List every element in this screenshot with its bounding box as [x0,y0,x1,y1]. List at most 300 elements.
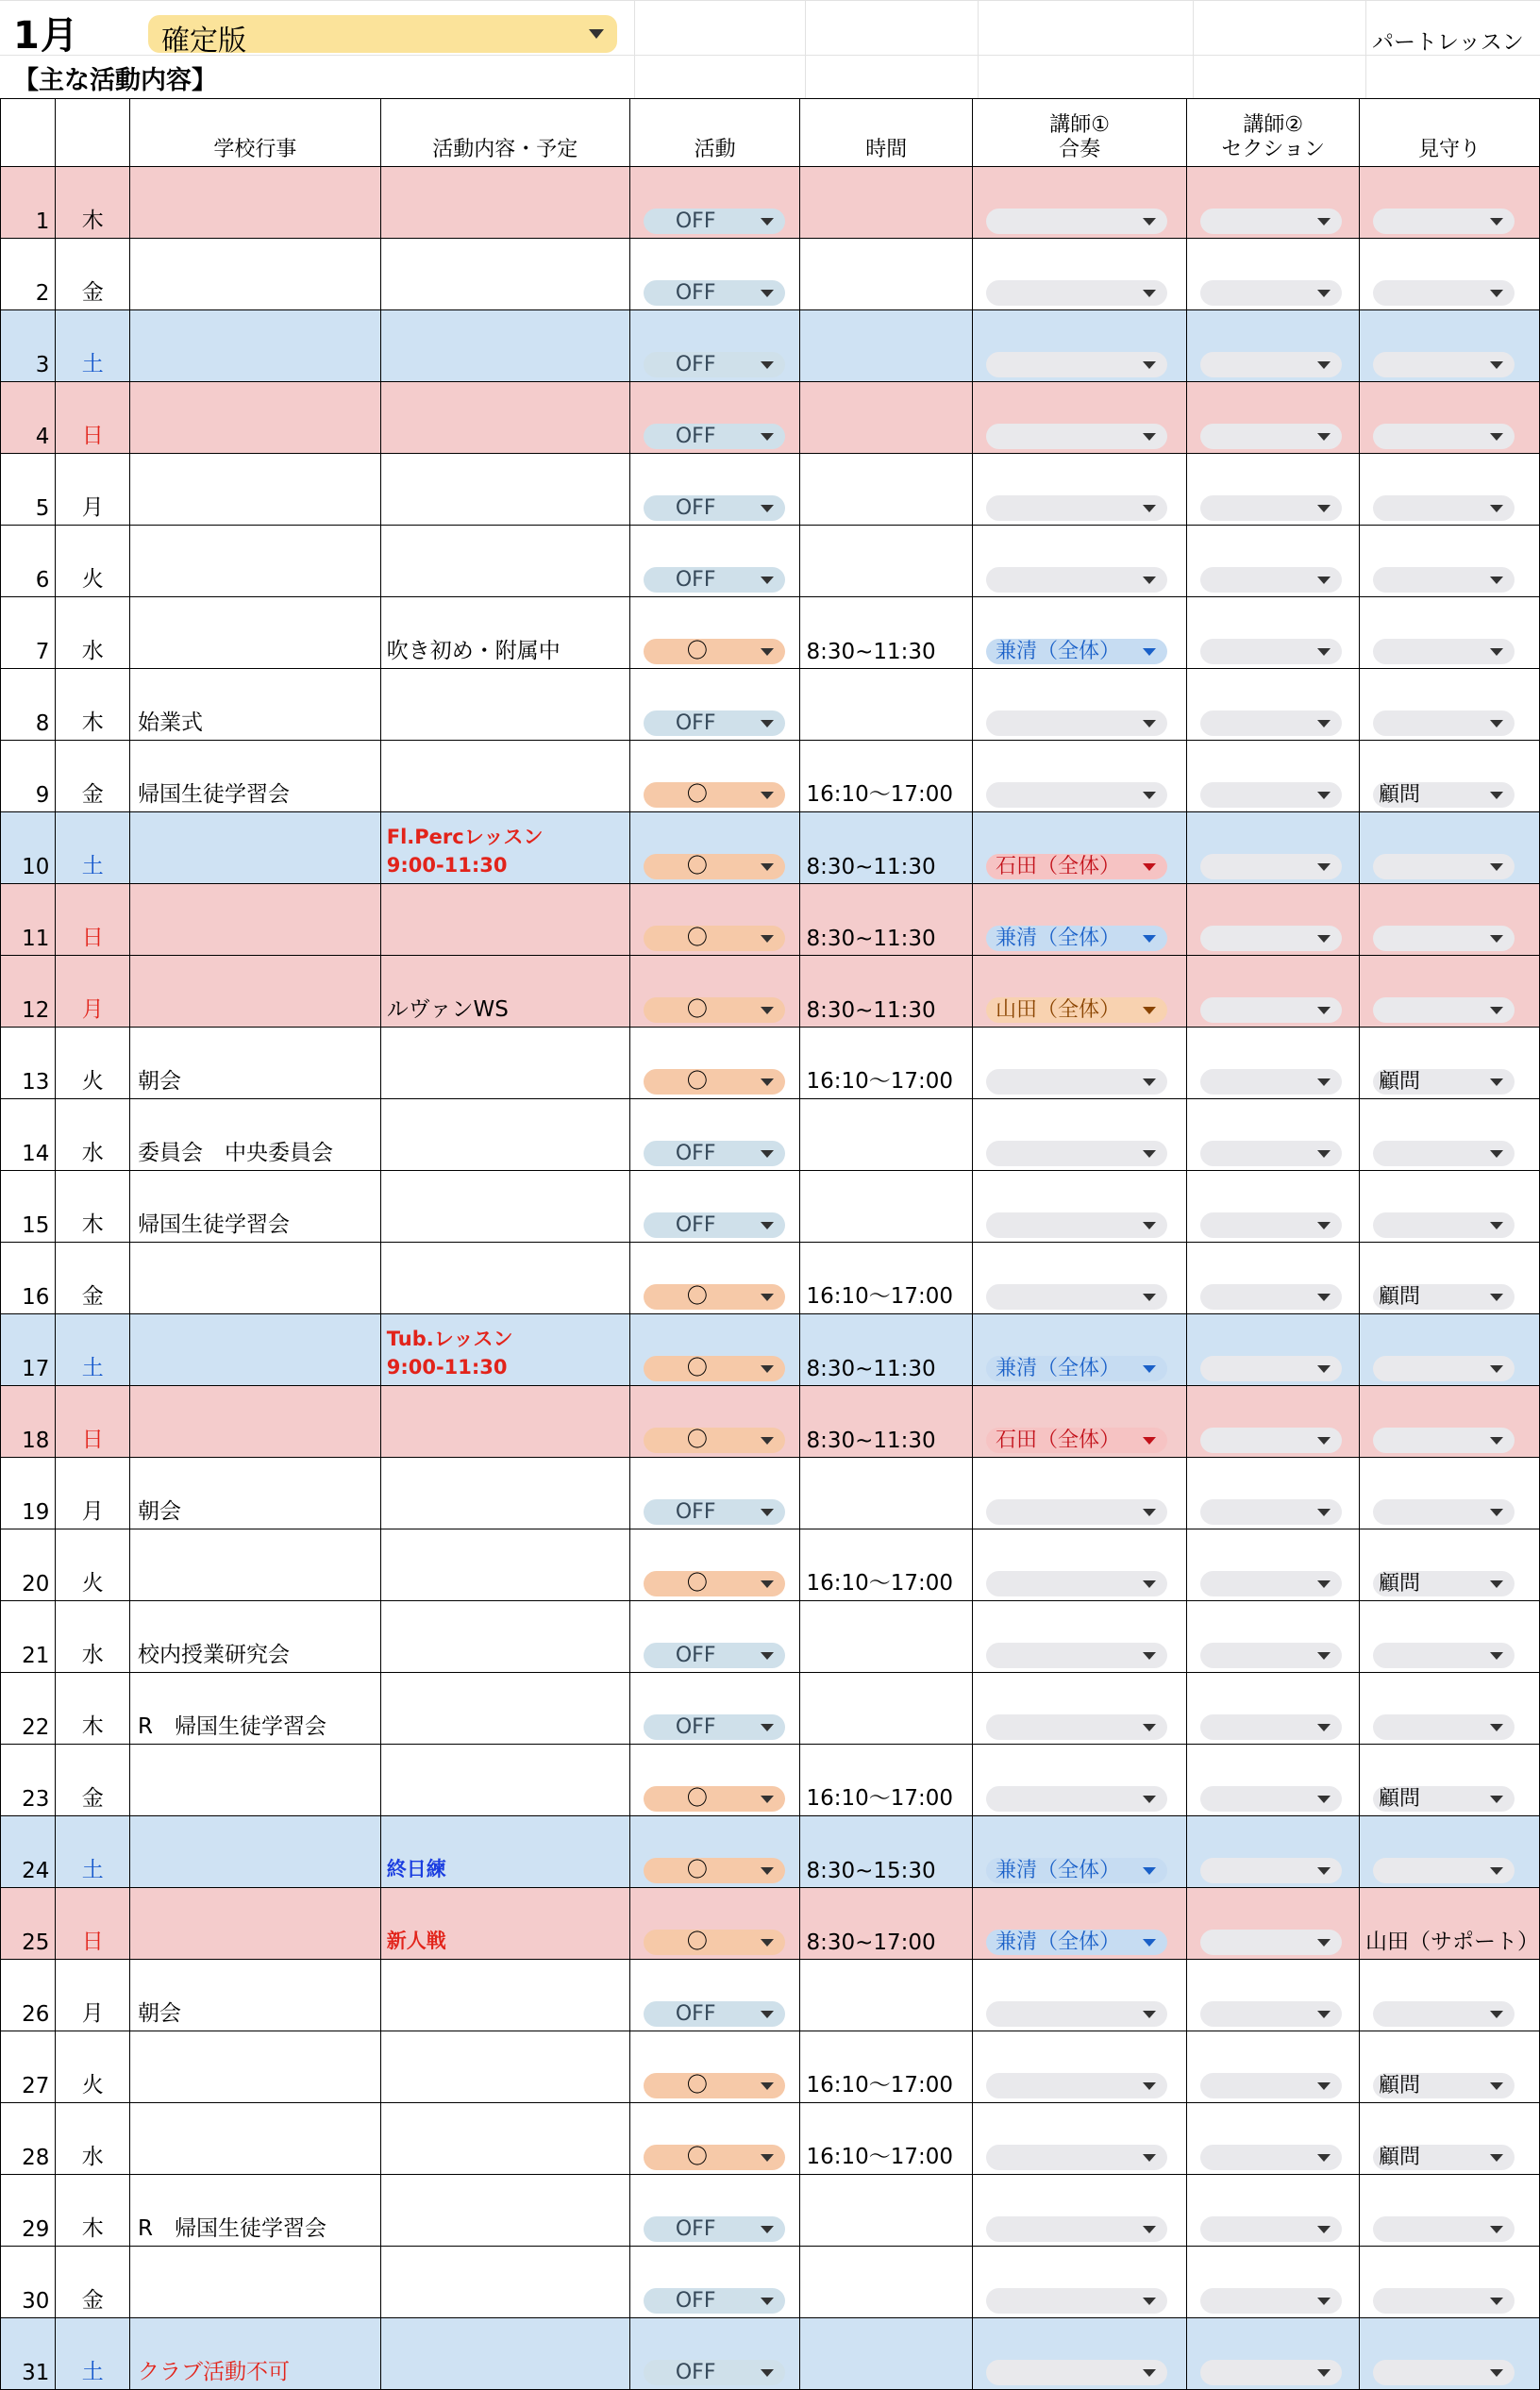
watch-dropdown[interactable] [1373,1643,1515,1668]
activity-dropdown-off[interactable] [644,1141,785,1166]
watch-dropdown[interactable] [1373,2288,1515,2314]
activity-plan-cell[interactable] [380,2247,629,2318]
dropdown-arrow-icon [761,1150,774,1158]
activity-plan-cell[interactable] [380,167,629,239]
school-event-cell[interactable] [130,2247,381,2318]
table-row [1,1028,1540,1099]
instructor-1-dropdown[interactable] [986,1571,1167,1596]
instructor-2-dropdown[interactable] [1200,424,1342,449]
time-cell[interactable]: 16:10～17:00 [800,741,972,812]
school-event-cell[interactable] [130,1314,381,1386]
instructor-1-dropdown[interactable] [986,782,1167,808]
instructor-1-dropdown[interactable] [986,1069,1167,1095]
activity-dropdown-off[interactable] [644,352,785,377]
watch-dropdown[interactable] [1373,2216,1515,2242]
activity-plan-cell[interactable] [380,1960,629,2031]
instructor-1-dropdown[interactable] [986,280,1167,306]
activity-cell [629,1243,800,1314]
activity-cell [629,1314,800,1386]
watch-cell [1359,956,1539,1028]
instructor-1-dropdown[interactable] [986,352,1167,377]
activity-dropdown-on[interactable] [644,926,785,951]
watch-dropdown[interactable] [1373,782,1515,808]
instructor-2-dropdown[interactable] [1200,567,1342,593]
dropdown-arrow-icon [1490,1652,1503,1660]
activity-dropdown-off[interactable] [644,280,785,306]
instructor-1-dropdown[interactable] [986,1930,1167,1955]
activity-plan-cell[interactable] [380,1745,629,1816]
activity-dropdown-off[interactable] [644,2001,785,2027]
activity-plan-cell[interactable] [380,310,629,382]
time-cell[interactable]: 8:30~11:30 [800,812,972,884]
instructor-2-dropdown[interactable] [1200,854,1342,879]
instructor-2-dropdown[interactable] [1200,1141,1342,1166]
time-cell[interactable]: 8:30~11:30 [800,1386,972,1458]
time-cell[interactable]: 8:30~11:30 [800,956,972,1028]
instructor-2-dropdown[interactable] [1200,1571,1342,1596]
activity-cell [629,167,800,239]
activity-dropdown-on[interactable] [644,997,785,1023]
activity-plan-cell[interactable] [380,669,629,741]
watch-dropdown[interactable] [1373,1786,1515,1812]
day-number: 28 [1,2103,56,2175]
time-cell[interactable]: 16:10～17:00 [800,2103,972,2175]
time-cell[interactable] [800,2318,972,2390]
instructor-1-dropdown[interactable] [986,997,1167,1023]
activity-plan-cell[interactable] [380,1171,629,1243]
school-event-cell[interactable] [130,956,381,1028]
day-number: 24 [1,1816,56,1888]
watch-dropdown[interactable] [1373,567,1515,593]
instructor-2-dropdown[interactable] [1200,1930,1342,1955]
header-activity: 活動 [629,99,800,167]
activity-dropdown-on[interactable] [644,1428,785,1453]
activity-dropdown-label: OFF [675,281,716,305]
activity-dropdown-on[interactable] [644,639,785,664]
time-cell[interactable]: 16:10～17:00 [800,1028,972,1099]
activity-dropdown-label: OFF [675,1500,716,1524]
time-cell[interactable]: 16:10～17:00 [800,1243,972,1314]
school-event-cell[interactable] [130,454,381,526]
activity-plan-cell[interactable] [380,812,629,884]
activity-dropdown-label: 〇 [686,1787,708,1811]
instructor-2-cell [1187,239,1360,310]
instructor-2-dropdown[interactable] [1200,1284,1342,1310]
table-row [1,167,1540,239]
activity-plan-cell[interactable] [380,1243,629,1314]
watch-dropdown[interactable] [1373,926,1515,951]
activity-dropdown-on[interactable] [644,854,785,879]
activity-plan-cell[interactable] [380,884,629,956]
instructor-1-dropdown[interactable] [986,2073,1167,2098]
instructor-1-dropdown[interactable] [986,926,1167,951]
instructor-2-dropdown[interactable] [1200,2001,1342,2027]
activity-dropdown-label: OFF [675,2289,716,2313]
table-row [1,1171,1540,1243]
watch-dropdown[interactable] [1373,1428,1515,1453]
activity-plan-cell[interactable] [380,1314,629,1386]
school-event-cell[interactable] [130,1386,381,1458]
school-event-cell[interactable]: 校内授業研究会 [130,1601,381,1673]
instructor-2-cell [1187,1458,1360,1529]
school-event-cell[interactable]: 朝会 [130,1028,381,1099]
day-number: 29 [1,2175,56,2247]
instructor-1-label: 石田（全体） [995,855,1120,878]
activity-plan-cell[interactable] [380,526,629,597]
instructor-2-dropdown[interactable] [1200,1714,1342,1740]
watch-dropdown[interactable] [1373,209,1515,234]
instructor-1-dropdown[interactable] [986,1284,1167,1310]
dropdown-arrow-icon [1317,1796,1331,1803]
header-activity-plan: 活動内容・予定 [380,99,629,167]
time-cell[interactable]: 16:10～17:00 [800,1529,972,1601]
watch-dropdown[interactable] [1373,2145,1515,2170]
school-event-cell[interactable]: R 帰国生徒学習会 [130,2175,381,2247]
activity-dropdown-off[interactable] [644,1643,785,1668]
activity-plan-cell[interactable] [380,1816,629,1888]
activity-dropdown-off[interactable] [644,495,785,521]
activity-plan-cell[interactable] [380,2175,629,2247]
watch-dropdown[interactable] [1373,1858,1515,1883]
activity-dropdown-off[interactable] [644,2216,785,2242]
day-number: 4 [1,382,56,454]
activity-plan-cell[interactable] [380,1673,629,1745]
instructor-1-dropdown[interactable] [986,567,1167,593]
activity-plan-cell[interactable] [380,2031,629,2103]
activity-dropdown-label: 〇 [686,1859,708,1882]
activity-cell [629,382,800,454]
activity-plan-cell[interactable] [380,741,629,812]
instructor-1-dropdown[interactable] [986,1714,1167,1740]
activity-dropdown-label: 〇 [686,783,708,807]
watch-dropdown[interactable] [1373,710,1515,736]
instructor-2-dropdown[interactable] [1200,1212,1342,1238]
instructor-1-dropdown[interactable] [986,710,1167,736]
time-cell[interactable] [800,1601,972,1673]
activity-plan-cell[interactable] [380,1888,629,1960]
activity-plan-cell[interactable]: ルヴァンWS [380,956,629,1028]
dropdown-arrow-icon [1490,1078,1503,1086]
instructor-2-dropdown[interactable] [1200,1499,1342,1525]
activity-plan-cell[interactable] [380,1601,629,1673]
instructor-2-dropdown[interactable] [1200,710,1342,736]
dropdown-arrow-icon [1143,1222,1156,1229]
time-cell[interactable] [800,382,972,454]
activity-dropdown-on[interactable] [644,1786,785,1812]
instructor-2-dropdown[interactable] [1200,1356,1342,1381]
instructor-2-dropdown[interactable] [1200,2073,1342,2098]
activity-dropdown-label: OFF [675,1644,716,1667]
time-cell[interactable] [800,310,972,382]
time-cell[interactable]: 8:30~11:30 [800,1314,972,1386]
watch-cell [1359,597,1539,669]
watch-cell [1359,812,1539,884]
activity-dropdown-on[interactable] [644,1284,785,1310]
activity-plan-cell[interactable] [380,454,629,526]
activity-plan-cell[interactable] [380,1458,629,1529]
watch-cell [1359,2031,1539,2103]
school-event-cell[interactable] [130,239,381,310]
activity-dropdown-label: 〇 [686,2146,708,2169]
activity-dropdown-off[interactable] [644,1499,785,1525]
activity-plan-cell[interactable] [380,2103,629,2175]
table-row [1,1243,1540,1314]
dropdown-arrow-icon [761,1867,774,1875]
time-cell[interactable] [800,454,972,526]
activity-dropdown-on[interactable] [644,1858,785,1883]
instructor-1-dropdown[interactable] [986,2216,1167,2242]
instructor-1-dropdown[interactable] [986,2145,1167,2170]
instructor-1-dropdown[interactable] [986,1212,1167,1238]
weekday: 土 [56,1816,130,1888]
instructor-1-cell [972,1816,1186,1888]
instructor-1-dropdown[interactable] [986,854,1167,879]
status-dropdown-label: 確定版 [161,25,246,58]
activity-dropdown-on[interactable] [644,2145,785,2170]
school-event-cell[interactable] [130,167,381,239]
dropdown-arrow-icon [761,2226,774,2233]
activity-dropdown-off[interactable] [644,2288,785,2314]
time-cell[interactable] [800,1458,972,1529]
watch-dropdown[interactable] [1373,352,1515,377]
activity-dropdown-off[interactable] [644,424,785,449]
school-event-cell[interactable] [130,1529,381,1601]
school-event-cell[interactable]: 朝会 [130,1960,381,2031]
watch-dropdown[interactable] [1373,854,1515,879]
watch-dropdown[interactable] [1373,1212,1515,1238]
activity-plan-cell[interactable] [380,1099,629,1171]
time-cell[interactable] [800,2175,972,2247]
instructor-1-dropdown[interactable] [986,1428,1167,1453]
watch-dropdown[interactable] [1373,1571,1515,1596]
activity-dropdown-on[interactable] [644,1571,785,1596]
instructor-2-dropdown[interactable] [1200,1069,1342,1095]
header-instructor-1-line2: 合奏 [1059,138,1101,161]
instructor-2-dropdown[interactable] [1200,495,1342,521]
time-cell[interactable]: 8:30~17:00 [800,1888,972,1960]
watch-dropdown[interactable] [1373,2073,1515,2098]
activity-dropdown-on[interactable] [644,1930,785,1955]
time-cell[interactable]: 16:10～17:00 [800,1745,972,1816]
activity-plan-cell[interactable]: 吹き初め・附属中 [380,597,629,669]
instructor-2-dropdown[interactable] [1200,2360,1342,2385]
watch-dropdown[interactable] [1373,424,1515,449]
activity-plan-cell[interactable] [380,239,629,310]
activity-dropdown-off[interactable] [644,2360,785,2385]
time-cell[interactable] [800,526,972,597]
instructor-2-dropdown[interactable] [1200,2288,1342,2314]
table-row [1,597,1540,669]
activity-dropdown-label: 〇 [686,640,708,663]
day-number: 23 [1,1745,56,1816]
school-event-cell[interactable] [130,310,381,382]
school-event-cell[interactable] [130,2031,381,2103]
instructor-1-dropdown[interactable] [986,1858,1167,1883]
dropdown-arrow-icon [1490,1437,1503,1445]
day-number: 8 [1,669,56,741]
watch-dropdown[interactable] [1373,2360,1515,2385]
instructor-2-dropdown[interactable] [1200,639,1342,664]
school-event-cell[interactable] [130,2103,381,2175]
instructor-1-dropdown[interactable] [986,2001,1167,2027]
instructor-1-dropdown[interactable] [986,2288,1167,2314]
watch-dropdown[interactable] [1373,1714,1515,1740]
school-event-cell[interactable] [130,526,381,597]
instructor-2-dropdown[interactable] [1200,2145,1342,2170]
instructor-1-cell [972,669,1186,741]
month-title: 1月 [13,14,79,58]
school-event-cell[interactable] [130,597,381,669]
watch-dropdown[interactable] [1373,280,1515,306]
activity-cell [629,1028,800,1099]
time-cell[interactable] [800,669,972,741]
school-event-cell[interactable]: 始業式 [130,669,381,741]
activity-dropdown-off[interactable] [644,209,785,234]
watch-dropdown[interactable] [1373,1284,1515,1310]
dropdown-arrow-icon [1490,2226,1503,2233]
instructor-1-dropdown[interactable] [986,1499,1167,1525]
watch-dropdown[interactable] [1373,1499,1515,1525]
instructor-2-cell [1187,382,1360,454]
instructor-1-dropdown[interactable] [986,1141,1167,1166]
school-event-cell[interactable]: クラブ活動不可 [130,2318,381,2390]
time-cell[interactable]: 16:10～17:00 [800,2031,972,2103]
day-number: 11 [1,884,56,956]
activity-dropdown-on[interactable] [644,782,785,808]
dropdown-arrow-icon [761,1078,774,1086]
dropdown-arrow-icon [1143,1939,1156,1947]
time-cell[interactable] [800,1673,972,1745]
time-cell[interactable] [800,1960,972,2031]
watch-dropdown[interactable] [1373,1069,1515,1095]
school-event-cell[interactable]: 帰国生徒学習会 [130,1171,381,1243]
school-event-cell[interactable] [130,1888,381,1960]
instructor-2-dropdown[interactable] [1200,209,1342,234]
dropdown-arrow-icon [1317,1939,1331,1947]
instructor-2-cell [1187,669,1360,741]
watch-dropdown[interactable] [1373,495,1515,521]
instructor-1-dropdown[interactable] [986,1643,1167,1668]
activity-dropdown-off[interactable] [644,1714,785,1740]
watch-cell [1359,1171,1539,1243]
weekday: 土 [56,2318,130,2390]
watch-dropdown[interactable] [1373,2001,1515,2027]
school-event-cell[interactable] [130,884,381,956]
instructor-2-dropdown[interactable] [1200,782,1342,808]
activity-plan-cell[interactable] [380,1386,629,1458]
instructor-2-dropdown[interactable] [1200,352,1342,377]
instructor-1-dropdown[interactable] [986,1786,1167,1812]
instructor-2-dropdown[interactable] [1200,2216,1342,2242]
dropdown-arrow-icon [761,361,774,369]
school-event-cell[interactable]: 委員会 中央委員会 [130,1099,381,1171]
weekday: 月 [56,1458,130,1529]
instructor-2-dropdown[interactable] [1200,1428,1342,1453]
school-event-cell[interactable] [130,1745,381,1816]
instructor-1-dropdown[interactable] [986,639,1167,664]
activity-plan-cell[interactable] [380,1529,629,1601]
school-event-cell[interactable]: 帰国生徒学習会 [130,741,381,812]
dropdown-arrow-icon [761,218,774,226]
watch-dropdown[interactable] [1373,997,1515,1023]
activity-plan-time: 9:00-11:30 [386,854,508,877]
activity-dropdown-off[interactable] [644,1212,785,1238]
dropdown-arrow-icon [1317,1294,1331,1301]
school-event-cell[interactable]: R 帰国生徒学習会 [130,1673,381,1745]
activity-dropdown-label: OFF [675,1213,716,1237]
school-event-cell[interactable] [130,382,381,454]
watch-dropdown[interactable] [1373,1141,1515,1166]
time-cell[interactable] [800,1171,972,1243]
activity-dropdown-off[interactable] [644,567,785,593]
weekday: 木 [56,669,130,741]
instructor-2-dropdown[interactable] [1200,997,1342,1023]
activity-dropdown-on[interactable] [644,1069,785,1095]
table-row [1,1816,1540,1888]
watch-dropdown[interactable] [1373,1356,1515,1381]
instructor-1-dropdown[interactable] [986,424,1167,449]
school-event-cell[interactable] [130,812,381,884]
watch-text[interactable]: 山田（サポート） [1364,1930,1539,1954]
school-event-cell[interactable] [130,1816,381,1888]
time-cell[interactable] [800,239,972,310]
activity-dropdown-label: OFF [675,1715,716,1739]
instructor-1-cell [972,526,1186,597]
activity-plan-cell[interactable] [380,2318,629,2390]
instructor-1-dropdown[interactable] [986,495,1167,521]
school-event-cell[interactable] [130,1243,381,1314]
time-cell[interactable]: 8:30~15:30 [800,1816,972,1888]
instructor-2-dropdown[interactable] [1200,1858,1342,1883]
activity-plan-cell[interactable] [380,382,629,454]
instructor-1-cell [972,310,1186,382]
dropdown-arrow-icon [761,1365,774,1373]
time-cell[interactable] [800,167,972,239]
dropdown-arrow-icon [761,2369,774,2377]
instructor-2-cell [1187,2103,1360,2175]
instructor-2-dropdown[interactable] [1200,926,1342,951]
instructor-1-dropdown[interactable] [986,2360,1167,2385]
watch-dropdown[interactable] [1373,639,1515,664]
time-cell[interactable] [800,2247,972,2318]
instructor-2-dropdown[interactable] [1200,1643,1342,1668]
activity-plan-cell[interactable] [380,1028,629,1099]
school-event-cell[interactable]: 朝会 [130,1458,381,1529]
time-cell[interactable]: 8:30~11:30 [800,884,972,956]
grid-line [1365,0,1366,98]
dropdown-arrow-icon [1490,1365,1503,1373]
instructor-2-dropdown[interactable] [1200,1786,1342,1812]
time-cell[interactable] [800,1099,972,1171]
weekday: 水 [56,597,130,669]
activity-dropdown-label: 〇 [686,855,708,878]
activity-dropdown-off[interactable] [644,710,785,736]
time-cell[interactable]: 8:30~11:30 [800,597,972,669]
instructor-2-dropdown[interactable] [1200,280,1342,306]
status-dropdown[interactable] [148,15,617,58]
instructor-1-dropdown[interactable] [986,1356,1167,1381]
activity-dropdown-label: OFF [675,2217,716,2241]
weekday: 木 [56,167,130,239]
activity-cell [629,2318,800,2390]
activity-dropdown-on[interactable] [644,1356,785,1381]
dropdown-arrow-icon [1317,1222,1331,1229]
activity-cell [629,1960,800,2031]
weekday: 日 [56,1888,130,1960]
dropdown-arrow-icon [1143,2011,1156,2018]
instructor-1-dropdown[interactable] [986,209,1167,234]
activity-dropdown-on[interactable] [644,2073,785,2098]
